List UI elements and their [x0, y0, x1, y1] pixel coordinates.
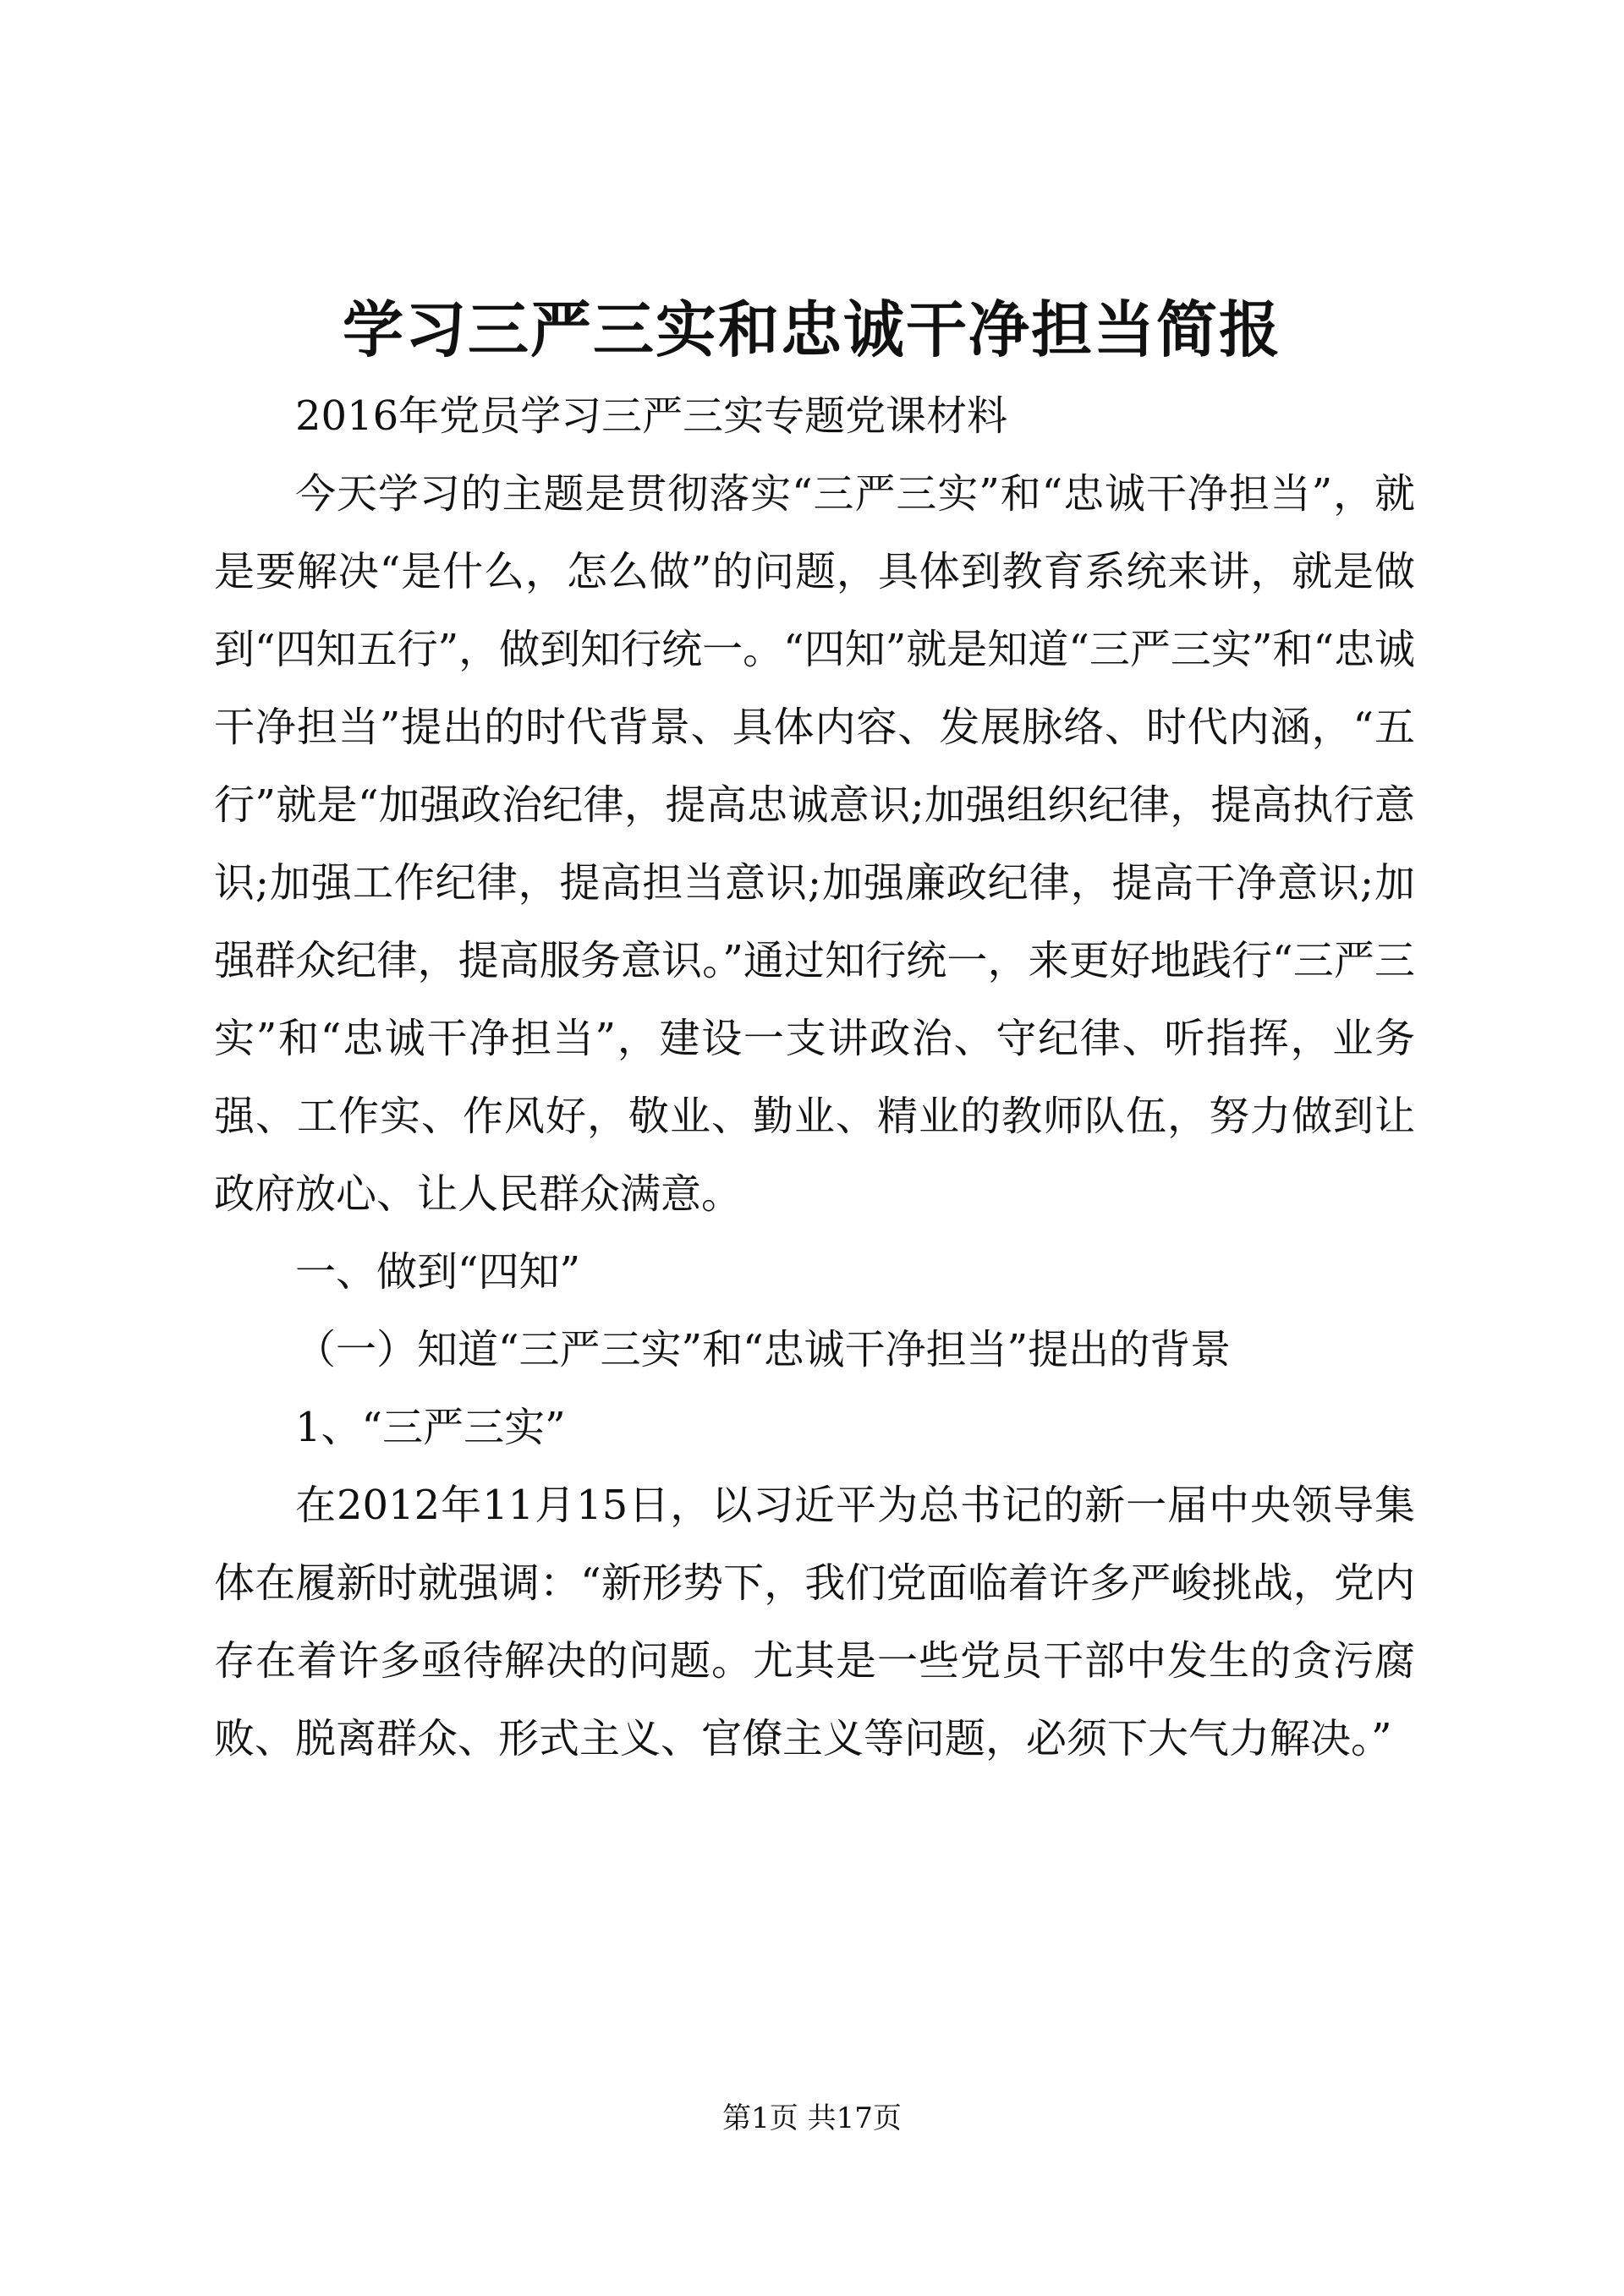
document-title: 学习三严三实和忠诚干净担当简报 [342, 293, 1281, 365]
section-heading-1: 一、做到“四知” [295, 1248, 581, 1296]
item-heading-1: 1、“三严三实” [295, 1404, 566, 1451]
paragraph-subtitle: 2016年党员学习三严三实专题党课材料 [295, 392, 1008, 440]
paragraph-intro: 今天学习的主题是贯彻落实“三严三实”和“忠诚干净担当”，就是要解决“是什么，怎么做”的问题，具体到教育系统来讲，就是做到“四知五行”，做到知行统一。“四知”就是知道“三严三实”和“忠诚干净担当”提出的时代背景、具体内容、发展脉络、时代内涵，“五行”就是“加强政治纪律，提高忠诚意识;加强组织纪律，提高执行意识;加强工作纪律，提高担当意识;加强廉政纪律，提高干净意识;加强群众纪律，提高服务意识。”通过知行统一，来更好地践行“三严三实”和“忠诚干净担当”，建设一支讲政治、守纪律、听指挥，业务强、工作实、作风好，敬业、勤业、精业的教师队伍，努力做到让政府放心、让人民群众满意。 [214, 470, 1415, 1218]
paragraph-background: 在2012年11月15日，以习近平为总书记的新一届中央领导集体在履新时就强调：“新形势下，我们党面临着许多严峻挑战，党内存在着许多亟待解决的问题。尤其是一些党员干部中发生的贪污腐败、脱离群众、形式主义、官僚主义等问题，必须下大气力解决。” [214, 1482, 1415, 1762]
page-footer: 第1页 共17页 [722, 2101, 902, 2135]
document-body [214, 377, 1415, 1778]
subsection-heading-1: （一）知道“三严三实”和“忠诚干净担当”提出的背景 [295, 1326, 1232, 1373]
